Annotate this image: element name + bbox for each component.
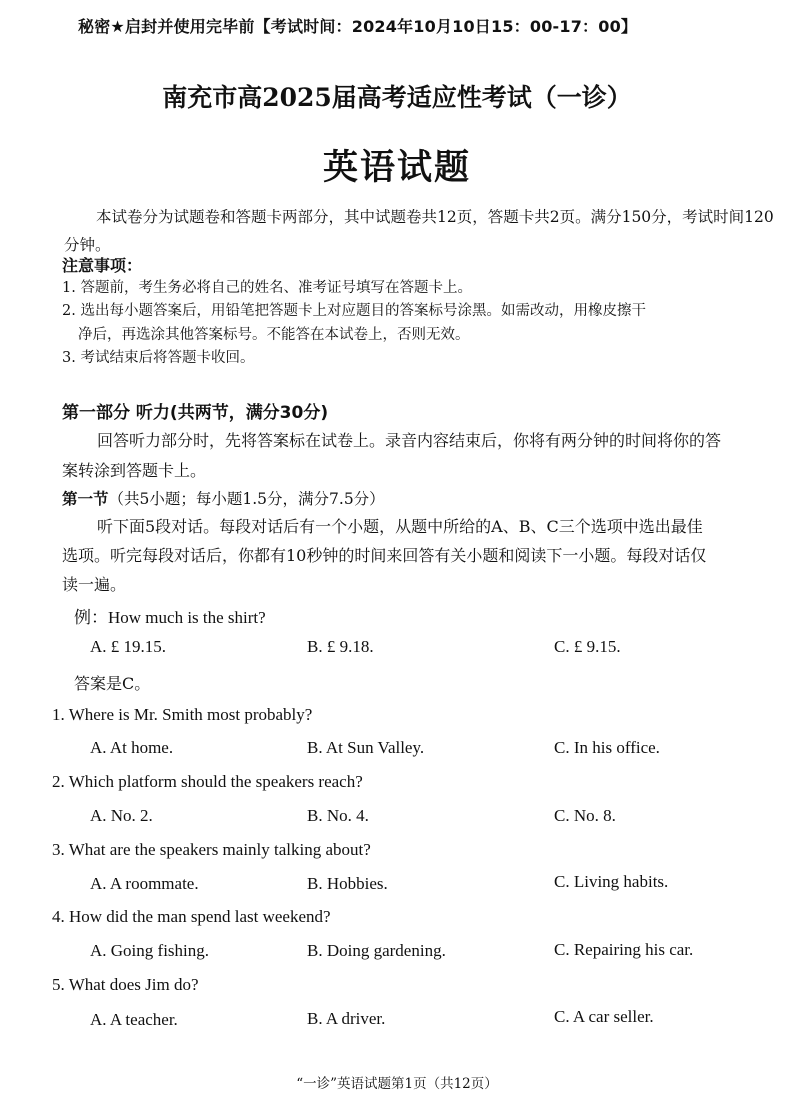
example-answer: 答案是C。 <box>74 674 151 693</box>
section1-info: （共5小题；每小题1.5分，满分7.5分） <box>108 490 385 508</box>
question-2: 2. Which platform should the speakers reach? <box>52 772 363 791</box>
q2-option-a: A. No. 2. <box>90 806 153 825</box>
example-option-b: B. £ 9.18. <box>307 637 374 656</box>
confidential-header: 秘密★启封并使用完毕前【考试时间：2024年10月10日15：00-17：00】 <box>78 17 638 36</box>
note-item-2-continued: 净后，再选涂其他答案标号。不能答在本试卷上，否则无效。 <box>78 327 470 343</box>
example-option-a: A. £ 19.15. <box>90 637 167 656</box>
section1-title: 第一节 <box>62 490 109 508</box>
section1-instructions-line3: 读一遍。 <box>62 575 127 594</box>
part1-instructions-line2: 案转涂到答题卡上。 <box>62 461 207 480</box>
exam-title: 南充市高2025届高考适应性考试（一诊） <box>162 83 632 112</box>
example-option-c: C. £ 9.15. <box>554 637 621 656</box>
exam-intro: 本试卷分为试题卷和答题卡两部分，其中试题卷共12页，答题卡共2页。满分150分，考试时间120分钟。 <box>64 208 774 254</box>
part1-instructions-line1: 回答听力部分时，先将答案标在试卷上。录音内容结束后，你将有两分钟的时间将你的答 <box>97 431 722 450</box>
q4-option-c: C. Repairing his car. <box>554 940 694 959</box>
question-3: 3. What are the speakers mainly talking about? <box>52 840 371 859</box>
example-question: 例：How much is the shirt? <box>74 608 266 627</box>
note-item-2: 2. 选出每小题答案后，用铅笔把答题卡上对应题目的答案标号涂黑。如需改动，用橡皮擦干 <box>62 303 646 319</box>
q2-option-c: C. No. 8. <box>554 806 616 825</box>
q3-option-c: C. Living habits. <box>554 872 669 891</box>
q1-option-c: C. In his office. <box>554 738 660 757</box>
q3-option-b: B. Hobbies. <box>307 874 388 893</box>
question-4: 4. How did the man spend last weekend? <box>52 907 331 926</box>
q1-option-a: A. At home. <box>90 738 174 757</box>
section1-instructions-line2: 选项。听完每段对话后，你都有10秒钟的时间来回答有关小题和阅读下一小题。每段对话仅 <box>62 546 707 565</box>
note-item-1: 1. 答题前，考生务必将自己的姓名、准考证号填写在答题卡上。 <box>62 280 472 296</box>
q5-option-a: A. A teacher. <box>90 1010 178 1029</box>
q4-option-a: A. Going fishing. <box>90 941 209 960</box>
q3-option-a: A. A roommate. <box>90 874 199 893</box>
page-footer: “一诊”英语试题第1页（共12页） <box>296 1076 498 1092</box>
part1-heading: 第一部分 听力(共两节，满分30分) <box>62 403 329 423</box>
q5-option-c: C. A car seller. <box>554 1007 654 1026</box>
q2-option-b: B. No. 4. <box>307 806 369 825</box>
notes-heading: 注意事项： <box>62 256 143 275</box>
section1-heading <box>62 487 385 509</box>
q5-option-b: B. A driver. <box>307 1009 386 1028</box>
question-1: 1. Where is Mr. Smith most probably? <box>52 705 313 724</box>
question-5: 5. What does Jim do? <box>52 975 199 994</box>
q4-option-b: B. Doing gardening. <box>307 941 446 960</box>
subject-title: 英语试题 <box>322 148 471 188</box>
note-item-3: 3. 考试结束后将答题卡收回。 <box>62 350 255 366</box>
q1-option-b: B. At Sun Valley. <box>307 738 425 757</box>
section1-instructions-line1: 听下面5段对话。每段对话后有一个小题，从题中所给的A、B、C三个选项中选出最佳 <box>97 517 703 536</box>
